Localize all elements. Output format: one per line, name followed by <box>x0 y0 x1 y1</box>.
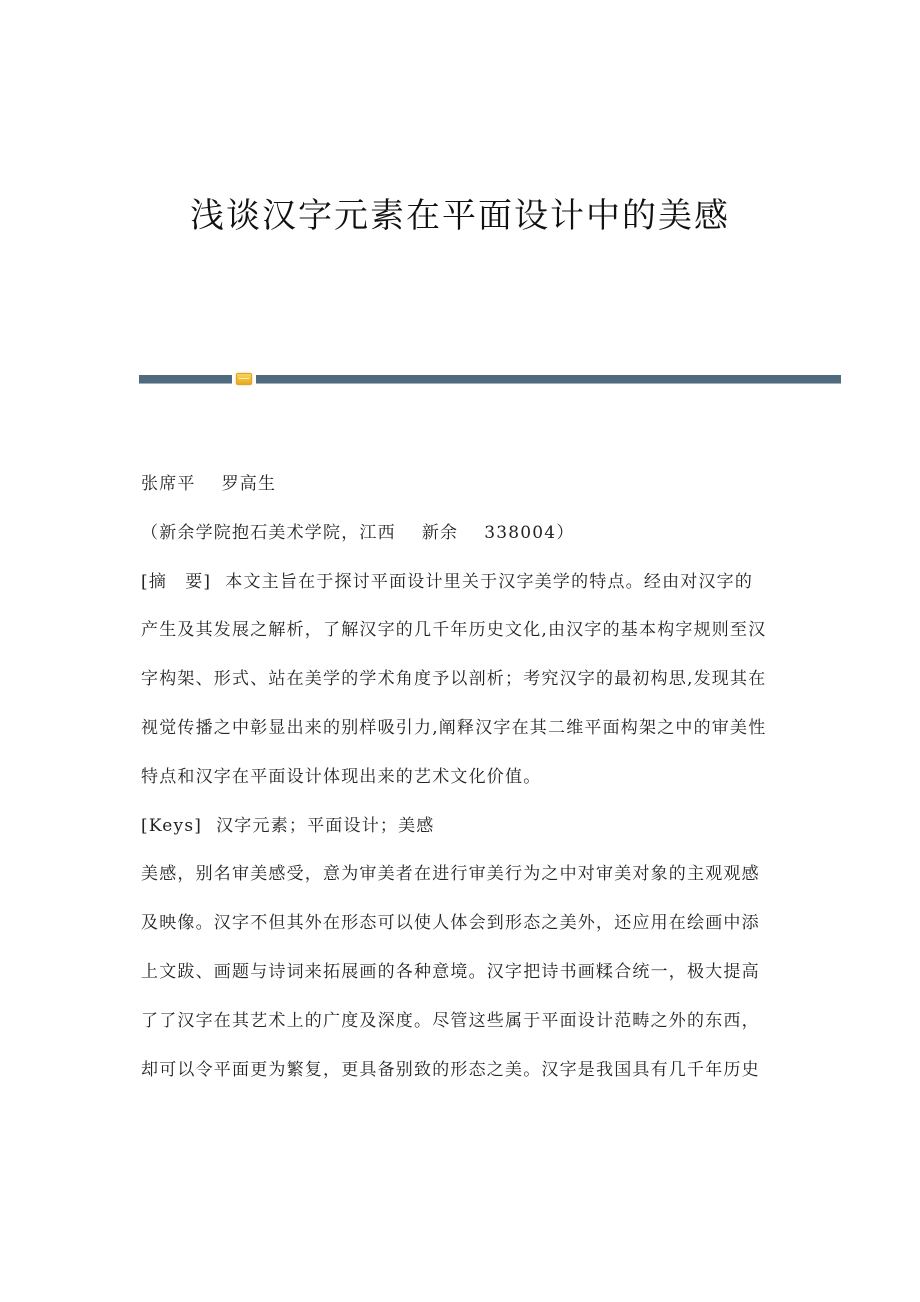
authors-line <box>141 470 781 519</box>
divider-bar-left <box>139 375 232 384</box>
abstract-line <box>141 568 781 617</box>
abstract-line: 视觉传播之中彰显出来的别样吸引力,阐释汉字在其二维平面构架之中的审美性 <box>141 717 767 738</box>
abstract-section <box>141 568 781 812</box>
body-line: 美感，别名审美感受，意为审美者在进行审美行为之中对审美对象的主观观感 <box>141 864 760 885</box>
title-divider <box>139 375 841 384</box>
body-section <box>141 860 781 1104</box>
document-content <box>141 470 781 1104</box>
divider-ornament-icon <box>236 373 252 385</box>
abstract-text: 本文主旨在于探讨平面设计里关于汉字美学的特点。经由对汉字的 <box>225 571 754 592</box>
body-line: 却可以令平面更为繁复，更具备别致的形态之美。汉字是我国具有几千年历史 <box>141 1059 760 1080</box>
author-name: 张席平 <box>141 474 196 494</box>
abstract-line: 产生及其发展之解析，了解汉字的几千年历史文化,由汉字的基本构字规则至汉 <box>141 620 767 641</box>
document-title: 浅谈汉字元素在平面设计中的美感 <box>190 196 730 236</box>
affiliation-open-paren: （ <box>141 522 160 543</box>
body-line: 及映像。汉字不但其外在形态可以使人体会到形态之美外，还应用在绘画中添 <box>141 913 760 934</box>
affiliation-close-paren: ） <box>556 522 575 543</box>
divider-bar-right <box>256 375 841 384</box>
keywords-text: 汉字元素；平面设计；美感 <box>216 815 435 836</box>
affiliation-city: 新余 <box>421 522 459 543</box>
keywords-line <box>141 812 781 861</box>
affiliation-line <box>141 519 781 568</box>
affiliation-postcode: 338004 <box>484 522 557 543</box>
body-line: 了了汉字在其艺术上的广度及深度。尽管这些属于平面设计范畴之外的东西， <box>141 1010 760 1031</box>
abstract-label: [摘 要] <box>141 571 212 592</box>
author-name: 罗高生 <box>221 474 277 494</box>
abstract-line: 字构架、形式、站在美学的学术角度予以剖析；考究汉字的最初构思,发现其在 <box>141 669 767 690</box>
keywords-label: [Keys] <box>141 815 203 836</box>
abstract-line: 特点和汉字在平面设计体现出来的艺术文化价值。 <box>141 766 542 787</box>
affiliation-institution: 新余学院抱石美术学院，江西 <box>159 522 396 543</box>
body-line: 上文跋、画题与诗词来拓展画的各种意境。汉字把诗书画糅合统一，极大提高 <box>141 961 760 982</box>
